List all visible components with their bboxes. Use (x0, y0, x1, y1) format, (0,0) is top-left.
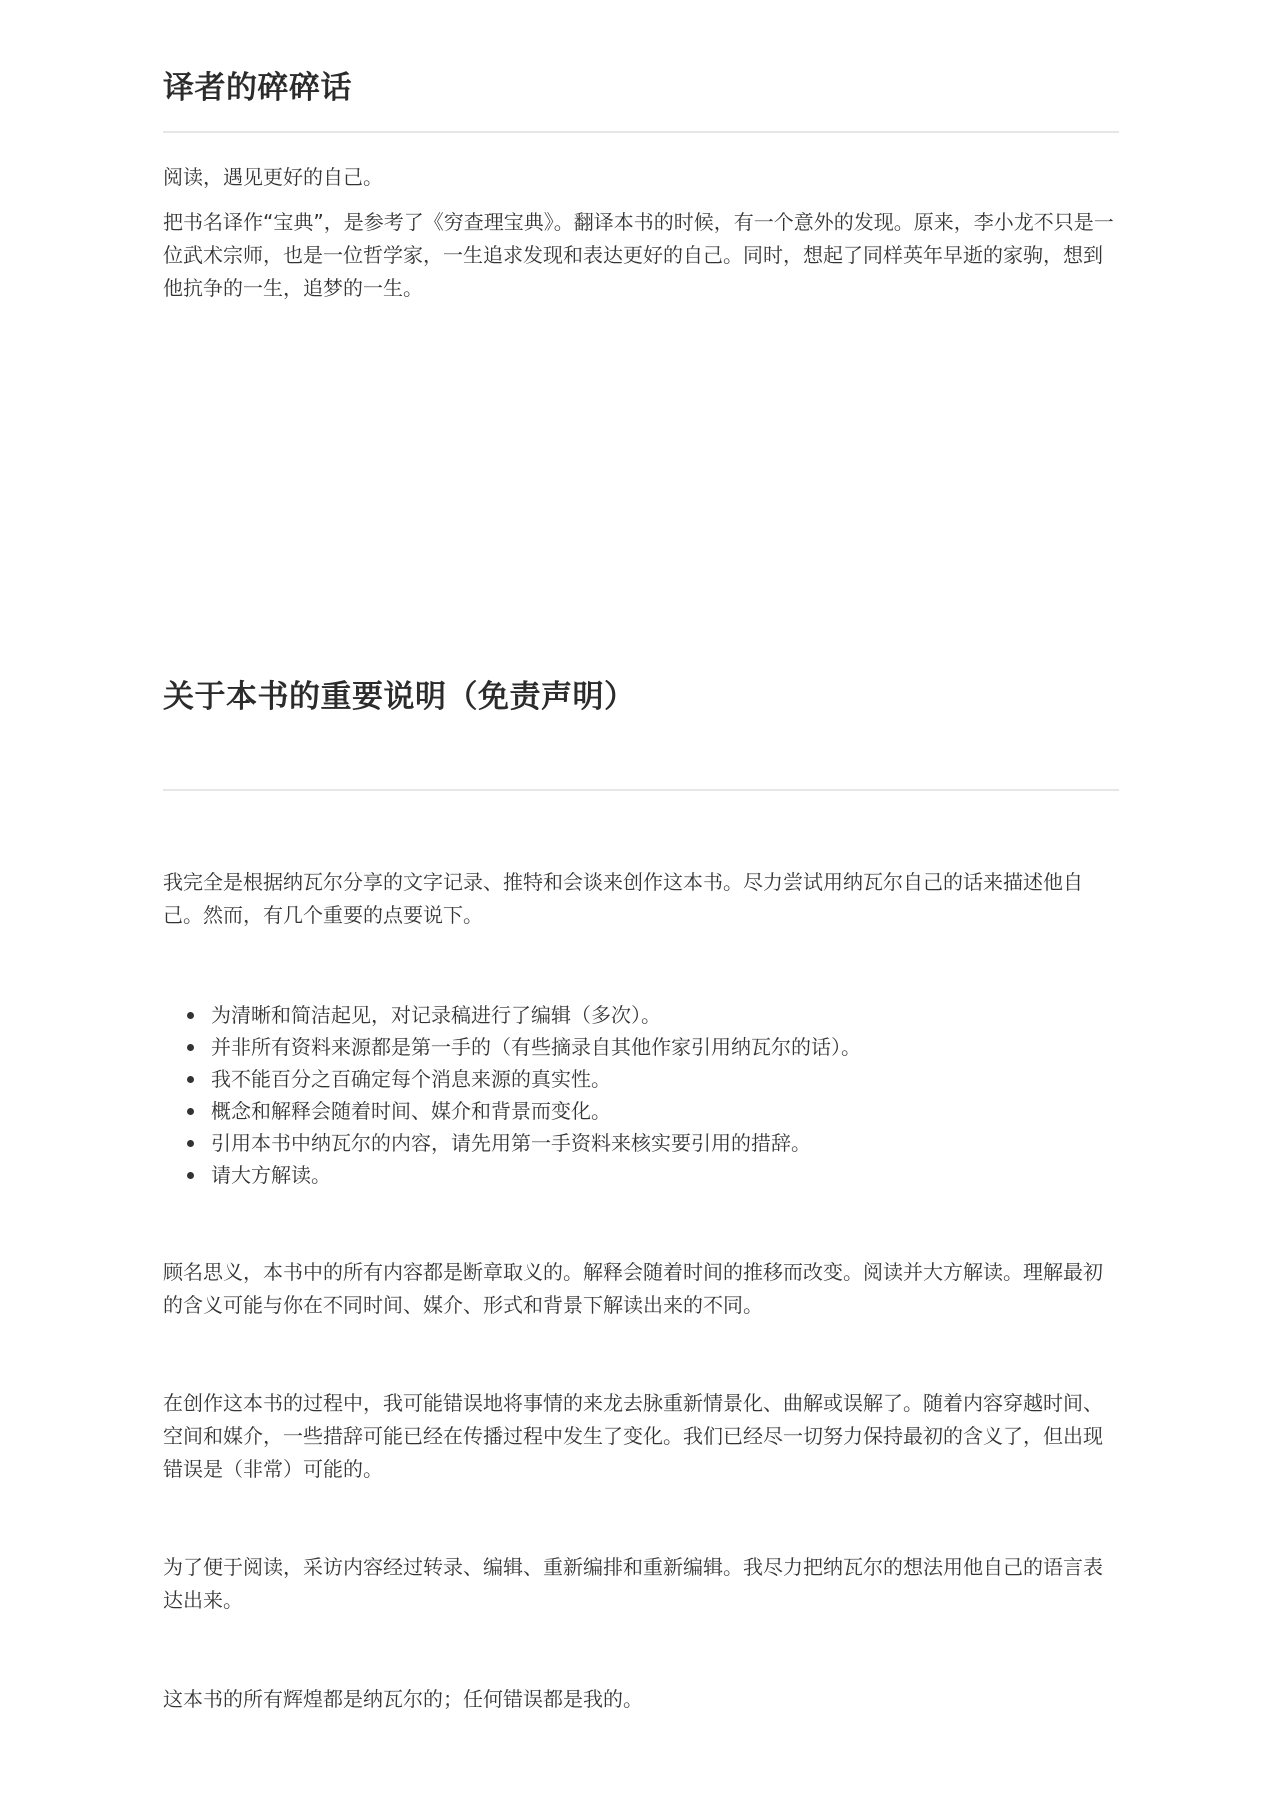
disclaimer-intro: 我完全是根据纳瓦尔分享的文字记录、推特和会谈来创作这本书。尽力尝试用纳瓦尔自己的话来描述他自己。然而，有几个重要的点要说下。 (163, 870, 1083, 927)
bullet-dot-icon (187, 1076, 194, 1083)
disclaimer-paragraph-3: 为了便于阅读，采访内容经过转录、编辑、重新编排和重新编辑。我尽力把纳瓦尔的想法用他自己的语言表达出来。 (163, 1555, 1103, 1612)
list-item: 请大方解读。 (163, 1159, 1119, 1191)
bullet-dot-icon (187, 1172, 194, 1179)
translator-notes-title: 译者的碎碎话 (163, 70, 352, 106)
disclaimer-paragraph-1: 顾名思义，本书中的所有内容都是断章取义的。解释会随着时间的推移而改变。阅读并大方解读。理解最初的含义可能与你在不同时间、媒介、形式和背景下解读出来的不同。 (163, 1260, 1103, 1317)
bullet-dot-icon (187, 1044, 194, 1051)
disclaimer-paragraph-4: 这本书的所有辉煌都是纳瓦尔的；任何错误都是我的。 (163, 1687, 643, 1711)
list-item: 我不能百分之百确定每个消息来源的真实性。 (163, 1063, 1119, 1095)
list-item: 并非所有资料来源都是第一手的（有些摘录自其他作家引用纳瓦尔的话）。 (163, 1031, 1119, 1063)
list-item: 概念和解释会随着时间、媒介和背景而变化。 (163, 1095, 1119, 1127)
list-item: 引用本书中纳瓦尔的内容，请先用第一手资料来核实要引用的措辞。 (163, 1127, 1119, 1159)
bullet-dot-icon (187, 1140, 194, 1147)
section-divider (163, 789, 1119, 791)
translator-paragraph-2: 把书名译作“宝典”，是参考了《穷查理宝典》。翻译本书的时候，有一个意外的发现。原来，李小龙不只是一位武术宗师，也是一位哲学家，一生追求发现和表达更好的自己。同时，想起了同样英年早逝的家驹，想到他抗争的一生，追梦的一生。 (163, 210, 1114, 300)
disclaimer-paragraph-2: 在创作这本书的过程中，我可能错误地将事情的来龙去脉重新情景化、曲解或误解了。随着内容穿越时间、空间和媒介，一些措辞可能已经在传播过程中发生了变化。我们已经尽一切努力保持最初的含义了，但出现错误是（非常）可能的。 (163, 1391, 1103, 1481)
section-divider (163, 131, 1119, 133)
disclaimer-bullet-list (163, 999, 1119, 1191)
translator-paragraph-1: 阅读，遇见更好的自己。 (163, 165, 383, 189)
bullet-dot-icon (187, 1108, 194, 1115)
disclaimer-title: 关于本书的重要说明（免责声明） (163, 679, 636, 715)
list-item: 为清晰和简洁起见，对记录稿进行了编辑（多次）。 (163, 999, 1119, 1031)
bullet-dot-icon (187, 1012, 194, 1019)
